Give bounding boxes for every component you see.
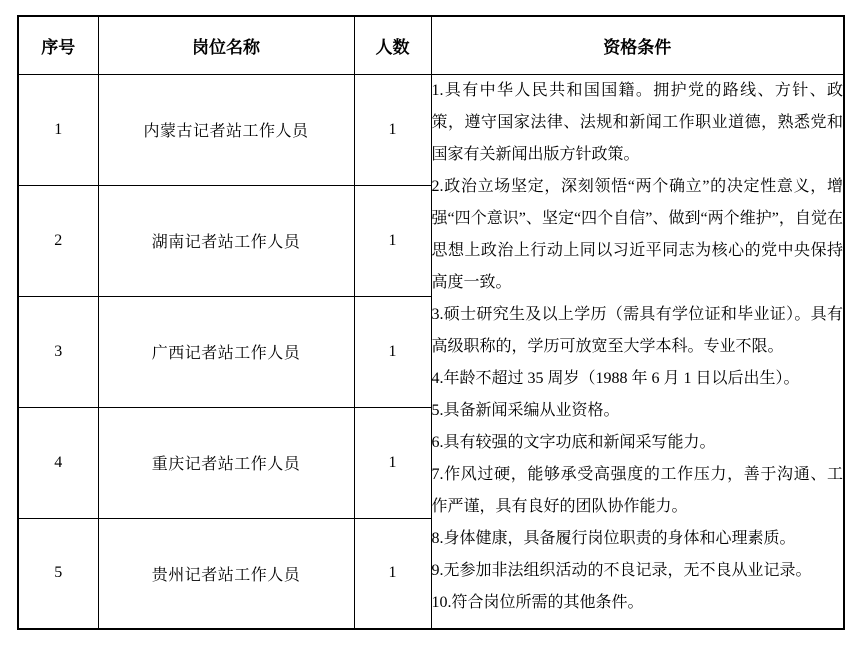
qualification-item: 9.无参加非法组织活动的不良记录，无不良从业记录。 xyxy=(431,561,812,579)
header-row xyxy=(18,16,844,74)
position-cell: 湖南记者站工作人员 xyxy=(98,185,354,296)
qualification-item: 10.符合岗位所需的其他条件。 xyxy=(431,593,644,611)
position-cell: 内蒙古记者站工作人员 xyxy=(98,74,354,185)
position-cell: 广西记者站工作人员 xyxy=(98,296,354,407)
index-cell: 4 xyxy=(18,407,98,518)
position-cell: 贵州记者站工作人员 xyxy=(98,518,354,629)
count-cell: 1 xyxy=(354,74,431,185)
header-position: 岗位名称 xyxy=(98,16,354,74)
count-cell: 1 xyxy=(354,185,431,296)
index-cell: 5 xyxy=(18,518,98,629)
index-cell: 1 xyxy=(18,74,98,185)
qualification-item: 5.具备新闻采编从业资格。 xyxy=(431,401,620,419)
index-cell: 2 xyxy=(18,185,98,296)
qualification-item: 3.硕士研究生及以上学历（需具有学位证和毕业证）。具有高级职称的，学历可放宽至大学本科。专业不限。 xyxy=(431,305,843,355)
qualification-item: 8.身体健康，具备履行岗位职责的身体和心理素质。 xyxy=(431,529,796,547)
count-cell: 1 xyxy=(354,518,431,629)
qualification-item: 1.具有中华人民共和国国籍。拥护党的路线、方针、政策，遵守国家法律、法规和新闻工作职业道德，熟悉党和国家有关新闻出版方针政策。 xyxy=(431,81,843,163)
qualification-item: 2.政治立场坚定，深刻领悟“两个确立”的决定性意义，增强“四个意识”、坚定“四个自信”、做到“两个维护”，自觉在思想上政治上行动上同以习近平同志为核心的党中央保持高度一致。 xyxy=(431,177,843,291)
qualification-item: 6.具有较强的文字功底和新闻采写能力。 xyxy=(431,433,716,451)
table-row xyxy=(18,74,844,185)
qualification-item: 7.作风过硬，能够承受高强度的工作压力，善于沟通、工作严谨，具有良好的团队协作能力。 xyxy=(431,465,843,515)
index-cell: 3 xyxy=(18,296,98,407)
qualification-item: 4.年龄不超过 35 周岁（1988 年 6 月 1 日以后出生）。 xyxy=(431,369,800,387)
header-index: 序号 xyxy=(18,16,98,74)
recruitment-positions-table xyxy=(17,15,845,630)
header-qualifications: 资格条件 xyxy=(431,16,844,74)
count-cell: 1 xyxy=(354,296,431,407)
position-cell: 重庆记者站工作人员 xyxy=(98,407,354,518)
header-count: 人数 xyxy=(354,16,431,74)
qualifications-cell xyxy=(431,74,844,629)
count-cell: 1 xyxy=(354,407,431,518)
